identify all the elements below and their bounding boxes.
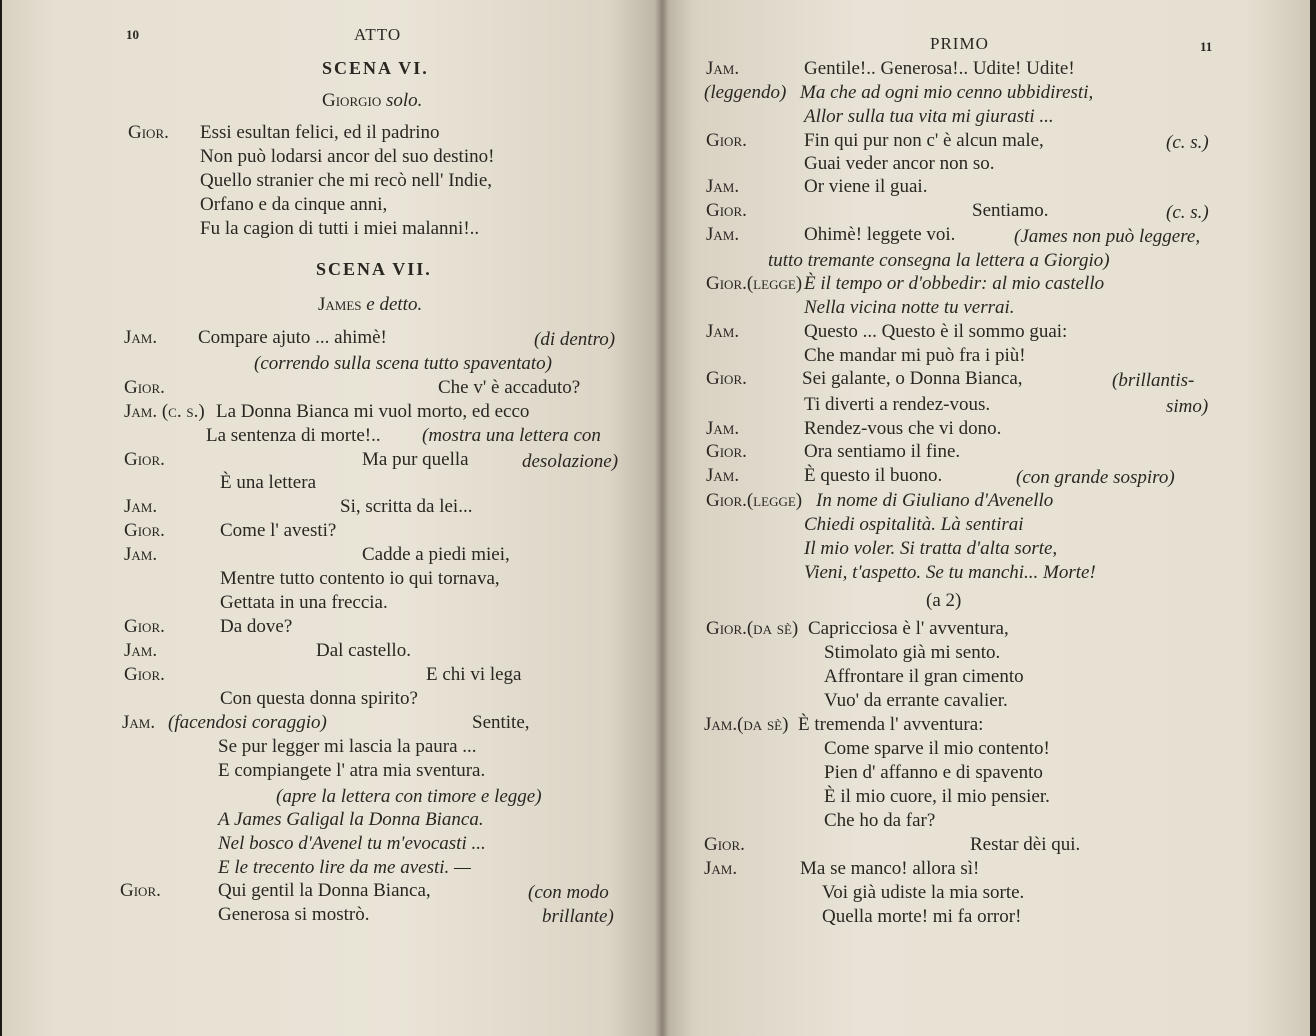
verse-line: Quella morte! mi fa orror! — [822, 906, 1022, 927]
verse-line: Quello stranier che mi recò nell' Indie, — [200, 170, 493, 191]
scene-characters — [318, 294, 422, 316]
speaker-label: Jam. — [124, 496, 158, 517]
verse-line: Che v' è accaduto? — [438, 377, 581, 398]
left-page — [2, 0, 662, 1036]
verse-line: Che ho da far? — [824, 810, 936, 831]
verse-line: Orfano e da cinque anni, — [200, 194, 388, 215]
verse-line: Fu la cagion di tutti i miei malanni!.. — [200, 218, 480, 239]
stage-direction: (James non può leggere, — [1014, 226, 1201, 247]
verse-line: E le trecento lire da me avesti. — — [218, 857, 471, 878]
speaker-label: Jam. — [706, 176, 740, 197]
verse-line: Sentiamo. — [972, 200, 1049, 221]
speaker-label: Jam. — [124, 327, 158, 348]
verse-line: Si, scritta da lei... — [340, 496, 473, 517]
verse-line: Ti diverti a rendez-vous. — [804, 394, 991, 415]
verse-line: Essi esultan felici, ed il padrino — [200, 122, 440, 143]
speaker-label: Gior. — [120, 880, 161, 901]
stage-direction: brillante) — [542, 906, 614, 927]
speaker-label: Jam. — [124, 544, 158, 565]
page-number: 10 — [126, 27, 139, 42]
verse-line: In nome di Giuliano d'Avenello — [816, 490, 1054, 511]
verse-line: Non può lodarsi ancor del suo destino! — [200, 146, 495, 167]
speaker-label: Jam. — [706, 465, 740, 486]
verse-line: E chi vi lega — [426, 664, 522, 685]
verse-line: Fin qui pur non c' è alcun male, — [804, 130, 1044, 151]
verse-line: Gentile!.. Generosa!.. Udite! Udite! — [804, 58, 1075, 79]
speaker-label: Gior. — [128, 122, 169, 143]
verse-line: Dal castello. — [316, 640, 411, 661]
stage-direction: solo. — [385, 90, 423, 111]
verse-line: La Donna Bianca mi vuol morto, ed ecco — [216, 401, 530, 422]
speaker-label: Jam. — [706, 58, 740, 79]
speaker-label: Gior. — [124, 449, 165, 470]
speaker-label: Gior. — [124, 520, 165, 541]
speaker-label: Jam. — [704, 858, 738, 879]
verse-line: Sei galante, o Donna Bianca, — [802, 368, 1023, 389]
speaker-label: Jam. — [706, 224, 740, 245]
verse-line: Vieni, t'aspetto. Se tu manchi... Morte! — [804, 562, 1096, 583]
verse-line: Questo ... Questo è il sommo guai: — [804, 321, 1068, 342]
verse-line: Compare ajuto ... ahimè! — [198, 327, 387, 348]
verse-line: Generosa si mostrò. — [218, 904, 370, 925]
verse-line: È una lettera — [220, 472, 317, 493]
verse-line: Allor sulla tua vita mi giurasti ... — [804, 106, 1054, 127]
scene-heading: SCENA VI. — [322, 58, 429, 78]
verse-line: Con questa donna spirito? — [220, 688, 418, 709]
speaker-label: Gior.(legge) — [706, 273, 803, 294]
stage-direction: (mostra una lettera con — [422, 425, 601, 446]
speaker-label: Jam. — [122, 712, 156, 733]
verse-line: Se pur legger mi lascia la paura ... — [218, 736, 477, 757]
verse-line: E compiangete l' atra mia sventura. — [218, 760, 486, 781]
verse-line: La sentenza di morte!.. — [206, 425, 381, 446]
verse-line: Capricciosa è l' avventura, — [808, 618, 1009, 639]
verse-line: Vuo' da errante cavalier. — [824, 690, 1008, 711]
speaker-label: Gior. — [124, 616, 165, 637]
speaker-label: Gior.(da sè) — [706, 618, 799, 639]
character-name: Giorgio — [322, 90, 382, 111]
speaker-label: Jam. (c. s.) — [124, 401, 205, 422]
speaker-label: Gior. — [706, 441, 747, 462]
verse-line: Ma se manco! allora sì! — [800, 858, 980, 879]
stage-direction: e detto. — [366, 294, 423, 315]
speaker-label: Gior. — [704, 834, 745, 855]
stage-direction: desolazione) — [522, 451, 619, 472]
verse-line: Chiedi ospitalità. Là sentirai — [804, 514, 1024, 535]
verse-line: Rendez-vous che vi dono. — [804, 418, 1002, 439]
verse-line: Stimolato già mi sento. — [824, 642, 1001, 663]
verse-line: Cadde a piedi miei, — [362, 544, 510, 565]
stage-direction: tutto tremante consegna la lettera a Giorgio) — [768, 250, 1110, 271]
speaker-label: Gior. — [124, 664, 165, 685]
character-name: James — [318, 294, 362, 315]
speaker-label: Jam. — [706, 418, 740, 439]
book-gutter — [655, 0, 669, 1036]
verse-line: Ohimè! leggete voi. — [804, 224, 956, 245]
stage-direction: (apre la lettera con timore e legge) — [276, 786, 542, 807]
verse-line: Come sparve il mio contento! — [824, 738, 1050, 759]
right-page — [662, 0, 1310, 1036]
verse-line: Qui gentil la Donna Bianca, — [218, 880, 431, 901]
verse-line: È questo il buono. — [804, 465, 943, 486]
running-head: PRIMO — [930, 34, 989, 53]
verse-line: Mentre tutto contento io qui tornava, — [220, 568, 500, 589]
verse-line: Ora sentiamo il fine. — [804, 441, 961, 462]
verse-line: Nel bosco d'Avenel tu m'evocasti ... — [218, 833, 486, 854]
verse-line: Che mandar mi può fra i più! — [804, 345, 1026, 366]
verse-line: Affrontare il gran cimento — [824, 666, 1024, 687]
stage-direction: (facendosi coraggio) — [168, 712, 327, 733]
verse-line: Nella vicina notte tu verrai. — [804, 297, 1015, 318]
verse-line: Or viene il guai. — [804, 176, 928, 197]
ensemble-marker: (a 2) — [926, 590, 962, 611]
scene-heading: SCENA VII. — [316, 259, 432, 279]
verse-line: Da dove? — [220, 616, 293, 637]
speaker-label: Jam. — [124, 640, 158, 661]
verse-line: È il tempo or d'obbedir: al mio castello — [804, 273, 1105, 294]
stage-direction: (di dentro) — [534, 329, 616, 350]
verse-line: È tremenda l' avventura: — [798, 714, 984, 735]
stage-direction: (brillantis- — [1112, 370, 1195, 391]
speaker-label: Gior. — [706, 130, 747, 151]
speaker-label: Gior. — [706, 200, 747, 221]
speaker-label: Jam.(da sè) — [704, 714, 789, 735]
stage-direction: (c. s.) — [1166, 202, 1209, 223]
verse-line: Ma che ad ogni mio cenno ubbidiresti, — [800, 82, 1094, 103]
stage-direction: (c. s.) — [1166, 132, 1209, 153]
stage-direction: (con grande sospiro) — [1016, 467, 1175, 488]
stage-direction: (correndo sulla scena tutto spaventato) — [254, 353, 552, 374]
verse-line: Guai veder ancor non so. — [804, 153, 995, 174]
verse-line: Voi già udiste la mia sorte. — [822, 882, 1025, 903]
verse-line: A James Galigal la Donna Bianca. — [218, 809, 484, 830]
verse-line: È il mio cuore, il mio pensier. — [824, 786, 1050, 807]
stage-direction: (con modo — [528, 882, 609, 903]
speaker-label: Gior. — [124, 377, 165, 398]
speaker-label: Gior.(legge) — [706, 490, 803, 511]
verse-line: Sentite, — [472, 712, 530, 733]
verse-line: Il mio voler. Si tratta d'alta sorte, — [804, 538, 1058, 559]
speaker-label: Gior. — [706, 368, 747, 389]
scene-characters — [322, 90, 422, 112]
verse-line: Come l' avesti? — [220, 520, 337, 541]
verse-line: Pien d' affanno e di spavento — [824, 762, 1043, 783]
running-head: ATTO — [354, 25, 402, 44]
speaker-label: (leggendo) — [704, 82, 787, 103]
verse-line: Ma pur quella — [362, 449, 469, 470]
verse-line: Gettata in una freccia. — [220, 592, 388, 613]
stage-direction: simo) — [1166, 396, 1209, 417]
verse-line: Restar dèi qui. — [970, 834, 1081, 855]
page-number: 11 — [1200, 39, 1213, 54]
speaker-label: Jam. — [706, 321, 740, 342]
